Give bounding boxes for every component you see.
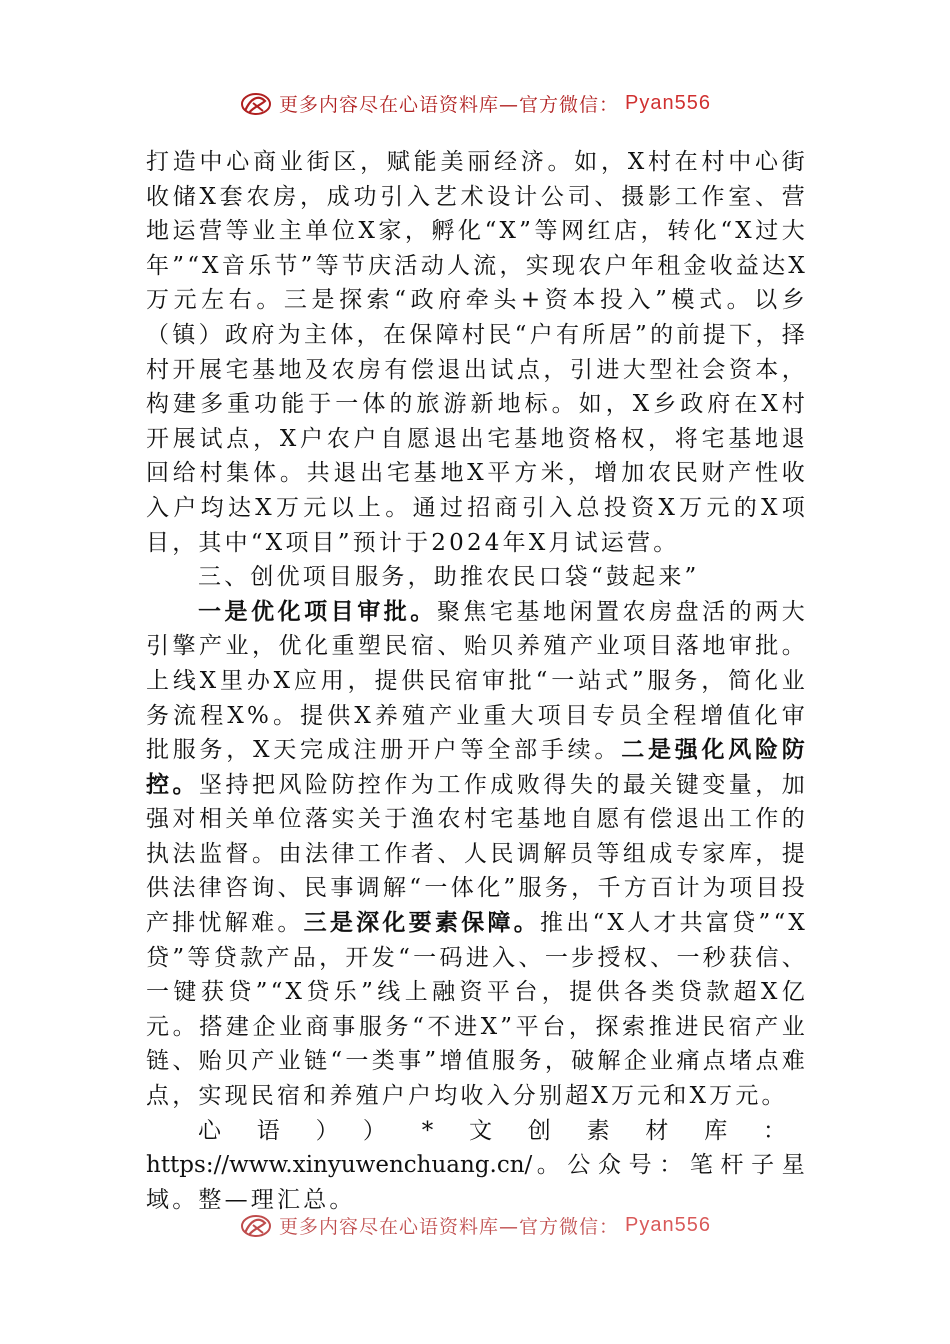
watermark-wechat-id: Pyan556 xyxy=(625,92,711,114)
section-heading: 三、创优项目服务，助推农民口袋“鼓起来” xyxy=(198,564,700,591)
text-1: 聚焦宅基地闲置农房盘活的两大引擎产业，优化重塑民宿、贻贝养殖产业项目落地审批。上线X里办X应用，提供民宿审批“一站式”服务，简化业务流程X%。提供X养殖产业重大项目专员全程增值化审批服务，X天完成注册开户等全部手续。 xyxy=(146,598,808,764)
footer-suffix: 。公众号：笔杆子星域。整—理汇总。 xyxy=(146,1152,808,1213)
watermark-text: 更多内容尽在心语资料库—官方微信： xyxy=(279,94,620,116)
signature-logo-icon xyxy=(239,91,273,117)
footer-url-part2[interactable]: www.xinyuwenchuang.cn/ xyxy=(229,1152,533,1179)
watermark-text: 更多内容尽在心语资料库—官方微信： xyxy=(279,1216,620,1238)
bold-lead-2: 二是强化风险防控。 xyxy=(146,736,808,798)
bold-lead-1: 一是优化项目审批。 xyxy=(198,597,437,625)
text-2: 坚持把风险防控作为工作成败得失的最关键变量，加强对相关单位落实关于渔农村宅基地自愿有偿退出工作的执法监督。由法律工作者、人民调解员等组成专家库，提供法律咨询、民事调解“一体化”服务，千方百计为项目投产排忧解难。 xyxy=(146,771,808,937)
bold-lead-3: 三是深化要素保障。 xyxy=(303,909,541,937)
signature-logo-icon xyxy=(239,1213,273,1239)
paragraph-project-services xyxy=(146,595,808,1114)
footer-watermark xyxy=(0,1212,950,1239)
footer-prefix: 心语））*文创素材库： xyxy=(198,1117,808,1144)
header-watermark xyxy=(0,90,950,117)
footer-url-part1[interactable]: https:// xyxy=(146,1152,230,1179)
text-3: 推出“X人才共富贷”“X贷”等贷款产品，开发“一码进入、一步授权、一秒获信、一键获贷”“X贷乐”线上融资平台，提供各类贷款超X亿元。搭建企业商事服务“不进X”平台，探索推进民宿产业链、贻贝产业链“一类事”增值服务，破解企业痛点堵点难点，实现民宿和养殖户户均收入分别超X万元和X万元。 xyxy=(146,910,808,1110)
footer-source-note xyxy=(146,1114,808,1218)
paragraph-continuation: 打造中心商业街区，赋能美丽经济。如，X村在村中心街收储X套农房，成功引入艺术设计公司、摄影工作室、营地运营等业主单位X家，孵化“X”等网红店，转化“X过大年”“X音乐节”等节庆活动人流，实现农户年租金收益达X万元左右。三是探索“政府牵头+资本投入”模式。以乡（镇）政府为主体，在保障村民“户有所居”的前提下，择村开展宅基地及农房有偿退出试点，引进大型社会资本，构建多重功能于一体的旅游新地标。如，X乡政府在X村开展试点，X户农户自愿退出宅基地资格权，将宅基地退回给村集体。共退出宅基地X平方米，增加农民财产性收入户均达X万元以上。通过招商引入总投资X万元的X项目，其中“X项目”预计于2024年X月试运营。 xyxy=(146,149,808,556)
watermark-wechat-id: Pyan556 xyxy=(625,1214,711,1236)
document-body xyxy=(146,145,808,1217)
